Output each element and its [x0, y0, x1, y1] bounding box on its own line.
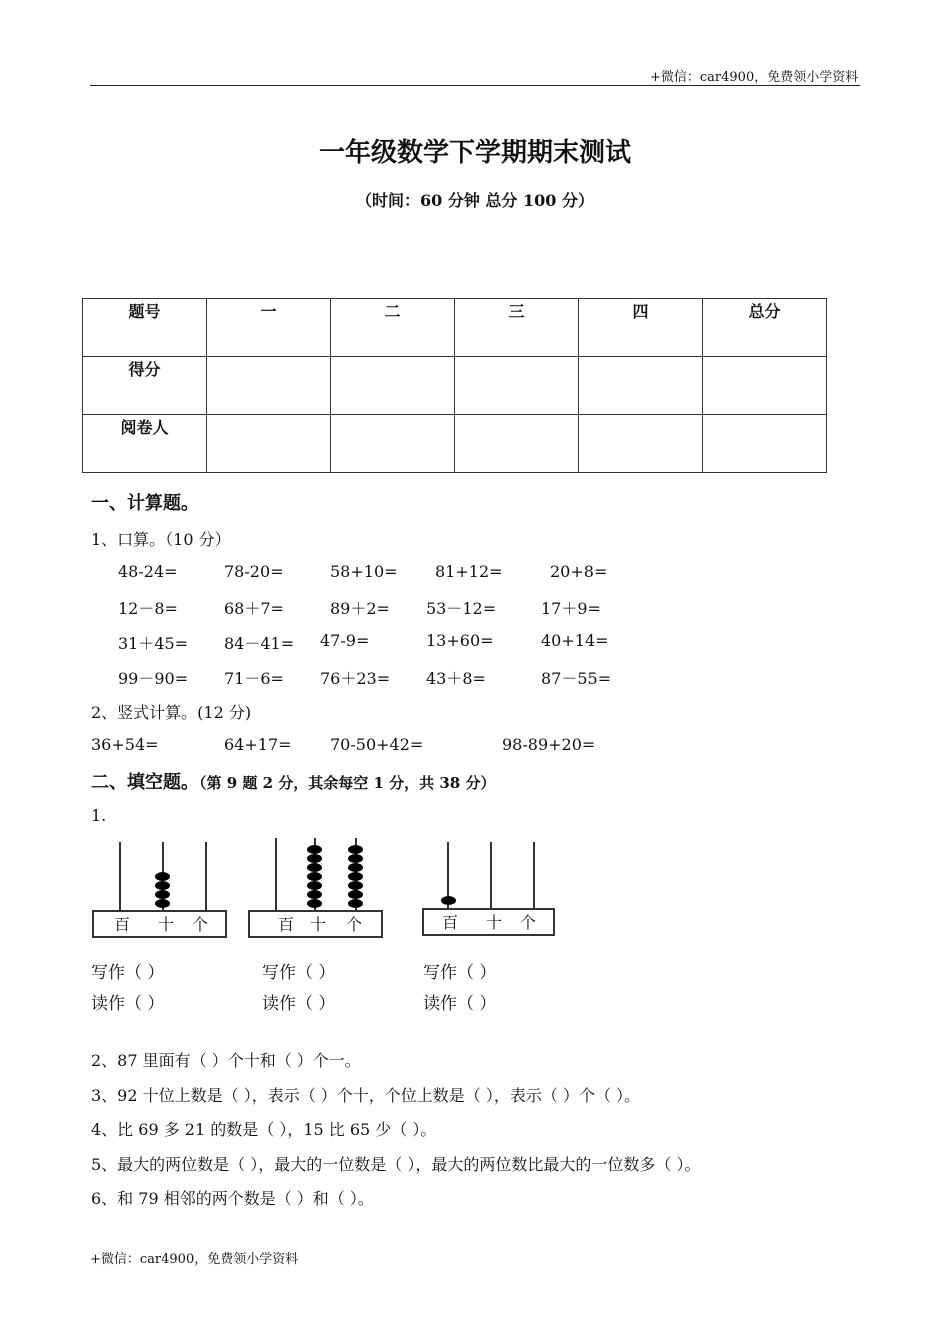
- abacus-bead: [155, 872, 170, 881]
- oral-item: 84－41=: [224, 634, 295, 653]
- oral-item: 71－6=: [224, 669, 284, 688]
- abacus-label-tens: 十: [486, 913, 503, 932]
- score-header-label: 总分: [748, 302, 781, 321]
- abacus-3-write: 写作（ ）: [423, 963, 497, 983]
- abacus-1-write: 写作（ ）: [91, 963, 165, 983]
- abacus-base: [422, 908, 555, 936]
- section2-q5: 5、最大的两位数是（ ），最大的一位数是（ ），最大的两位数比最大的一位数多（ ）。: [91, 1155, 701, 1174]
- abacus-rod: [490, 842, 492, 908]
- abacus-bead: [307, 854, 322, 863]
- abacus-bead: [348, 872, 363, 881]
- score-row-label: 得分: [128, 360, 161, 379]
- header-divider: [90, 85, 860, 86]
- vertical-item: 98-89+20=: [502, 735, 596, 754]
- vertical-item: 64+17=: [224, 735, 292, 754]
- section2-q3: 3、92 十位上数是（ ），表示（ ）个十，个位上数是（ ），表示（ ）个（ ）。: [91, 1086, 641, 1105]
- abacus-2: [248, 838, 383, 942]
- abacus-rod: [119, 842, 121, 910]
- abacus-bead: [348, 881, 363, 890]
- score-table-row: [83, 357, 827, 415]
- section1-q1-label: 1、口算。（10 分）: [91, 530, 231, 549]
- abacus-label-ones: 个: [346, 915, 363, 934]
- section2-q1-label: 1.: [91, 806, 107, 825]
- section2-note: （第 9 题 2 分，其余每空 1 分，共 38 分）: [199, 774, 496, 792]
- score-cell[interactable]: [207, 357, 331, 415]
- abacus-rod: [533, 842, 535, 908]
- abacus-label-hundreds: 百: [278, 915, 295, 934]
- abacus-label-hundreds: 百: [442, 913, 459, 932]
- score-header-label: 三: [508, 302, 525, 321]
- score-cell[interactable]: [579, 357, 703, 415]
- score-header-cell: [207, 299, 331, 357]
- abacus-2-read: 读作（ ）: [262, 994, 336, 1014]
- abacus-rod: [275, 838, 277, 910]
- score-header-cell: [703, 299, 827, 357]
- abacus-bead: [307, 863, 322, 872]
- abacus-bead: [307, 899, 322, 908]
- score-header-cell: [455, 299, 579, 357]
- abacus-1: [92, 842, 227, 942]
- abacus-label-ones: 个: [520, 913, 537, 932]
- abacus-2-write: 写作（ ）: [262, 963, 336, 983]
- abacus-bead: [155, 899, 170, 908]
- score-cell[interactable]: [455, 357, 579, 415]
- oral-item: 31＋45=: [118, 634, 189, 653]
- abacus-bead: [155, 890, 170, 899]
- oral-item: 53－12=: [426, 599, 497, 618]
- abacus-base: [248, 910, 383, 938]
- oral-item: 89＋2=: [330, 599, 390, 618]
- header-note: +微信：car4900，免费领小学资料: [650, 70, 859, 85]
- section2-q6: 6、和 79 相邻的两个数是（ ）和（ ）。: [91, 1189, 374, 1208]
- score-cell[interactable]: [331, 357, 455, 415]
- abacus-bead: [307, 881, 322, 890]
- oral-item: 99－90=: [118, 669, 189, 688]
- score-cell[interactable]: [207, 415, 331, 473]
- oral-item: 76＋23=: [320, 669, 391, 688]
- section2-title: 二、填空题。: [91, 772, 199, 793]
- score-cell[interactable]: [703, 415, 827, 473]
- abacus-bead: [348, 854, 363, 863]
- score-cell[interactable]: [331, 415, 455, 473]
- abacus-3-read: 读作（ ）: [423, 994, 497, 1014]
- score-header-label: 四: [632, 302, 649, 321]
- score-row-label: 阅卷人: [120, 418, 169, 437]
- oral-item: 78-20=: [224, 562, 284, 581]
- score-cell[interactable]: [455, 415, 579, 473]
- oral-item: 40+14=: [541, 631, 609, 650]
- footer-note: +微信：car4900，免费领小学资料: [90, 1252, 299, 1267]
- score-table-header-row: [83, 299, 827, 357]
- abacus-1-read: 读作（ ）: [91, 994, 165, 1014]
- abacus-bead: [348, 863, 363, 872]
- score-cell[interactable]: [703, 357, 827, 415]
- section1-q2-label: 2、竖式计算。(12 分): [91, 703, 252, 722]
- oral-item: 47-9=: [320, 631, 370, 650]
- abacus-rod: [205, 842, 207, 910]
- page-subtitle: （时间：60 分钟 总分 100 分）: [356, 191, 594, 210]
- abacus-base: [92, 910, 227, 938]
- abacus-3: [422, 842, 555, 942]
- abacus-label-ones: 个: [192, 915, 209, 934]
- abacus-bead: [441, 896, 456, 905]
- abacus-bead: [307, 845, 322, 854]
- abacus-label-tens: 十: [158, 915, 175, 934]
- oral-item: 43＋8=: [426, 669, 486, 688]
- score-header-label: 二: [384, 302, 401, 321]
- section2-q4: 4、比 69 多 21 的数是（ ），15 比 65 少（ ）。: [91, 1120, 437, 1139]
- oral-item: 17＋9=: [541, 599, 601, 618]
- oral-item: 12－8=: [118, 599, 178, 618]
- section2-q2: 2、87 里面有（ ）个十和（ ）个一。: [91, 1051, 361, 1070]
- oral-item: 58+10=: [330, 562, 398, 581]
- score-row-head: [83, 415, 207, 473]
- abacus-label-tens: 十: [310, 915, 327, 934]
- abacus-bead: [307, 890, 322, 899]
- oral-item: 13+60=: [426, 631, 494, 650]
- page-title: 一年级数学下学期期末测试: [318, 138, 631, 168]
- score-header-cell: [579, 299, 703, 357]
- abacus-bead: [348, 890, 363, 899]
- score-table-row: [83, 415, 827, 473]
- oral-item: 81+12=: [435, 562, 503, 581]
- score-header-label: 题号: [128, 302, 161, 321]
- oral-item: 20+8=: [550, 562, 608, 581]
- abacus-bead: [348, 899, 363, 908]
- vertical-item: 70-50+42=: [330, 735, 424, 754]
- oral-item: 68＋7=: [224, 599, 284, 618]
- abacus-bead: [307, 872, 322, 881]
- abacus-bead: [155, 881, 170, 890]
- vertical-item: 36+54=: [91, 735, 159, 754]
- score-header-label: 一: [260, 302, 277, 321]
- abacus-bead: [348, 845, 363, 854]
- section1-title: 一、计算题。: [91, 493, 199, 514]
- abacus-label-hundreds: 百: [114, 915, 131, 934]
- score-row-head: [83, 357, 207, 415]
- oral-item: 48-24=: [118, 562, 178, 581]
- section2-title-row: [91, 768, 495, 794]
- score-table: [82, 298, 827, 473]
- oral-item: 87－55=: [541, 669, 612, 688]
- score-cell[interactable]: [579, 415, 703, 473]
- score-header-cell: [83, 299, 207, 357]
- score-header-cell: [331, 299, 455, 357]
